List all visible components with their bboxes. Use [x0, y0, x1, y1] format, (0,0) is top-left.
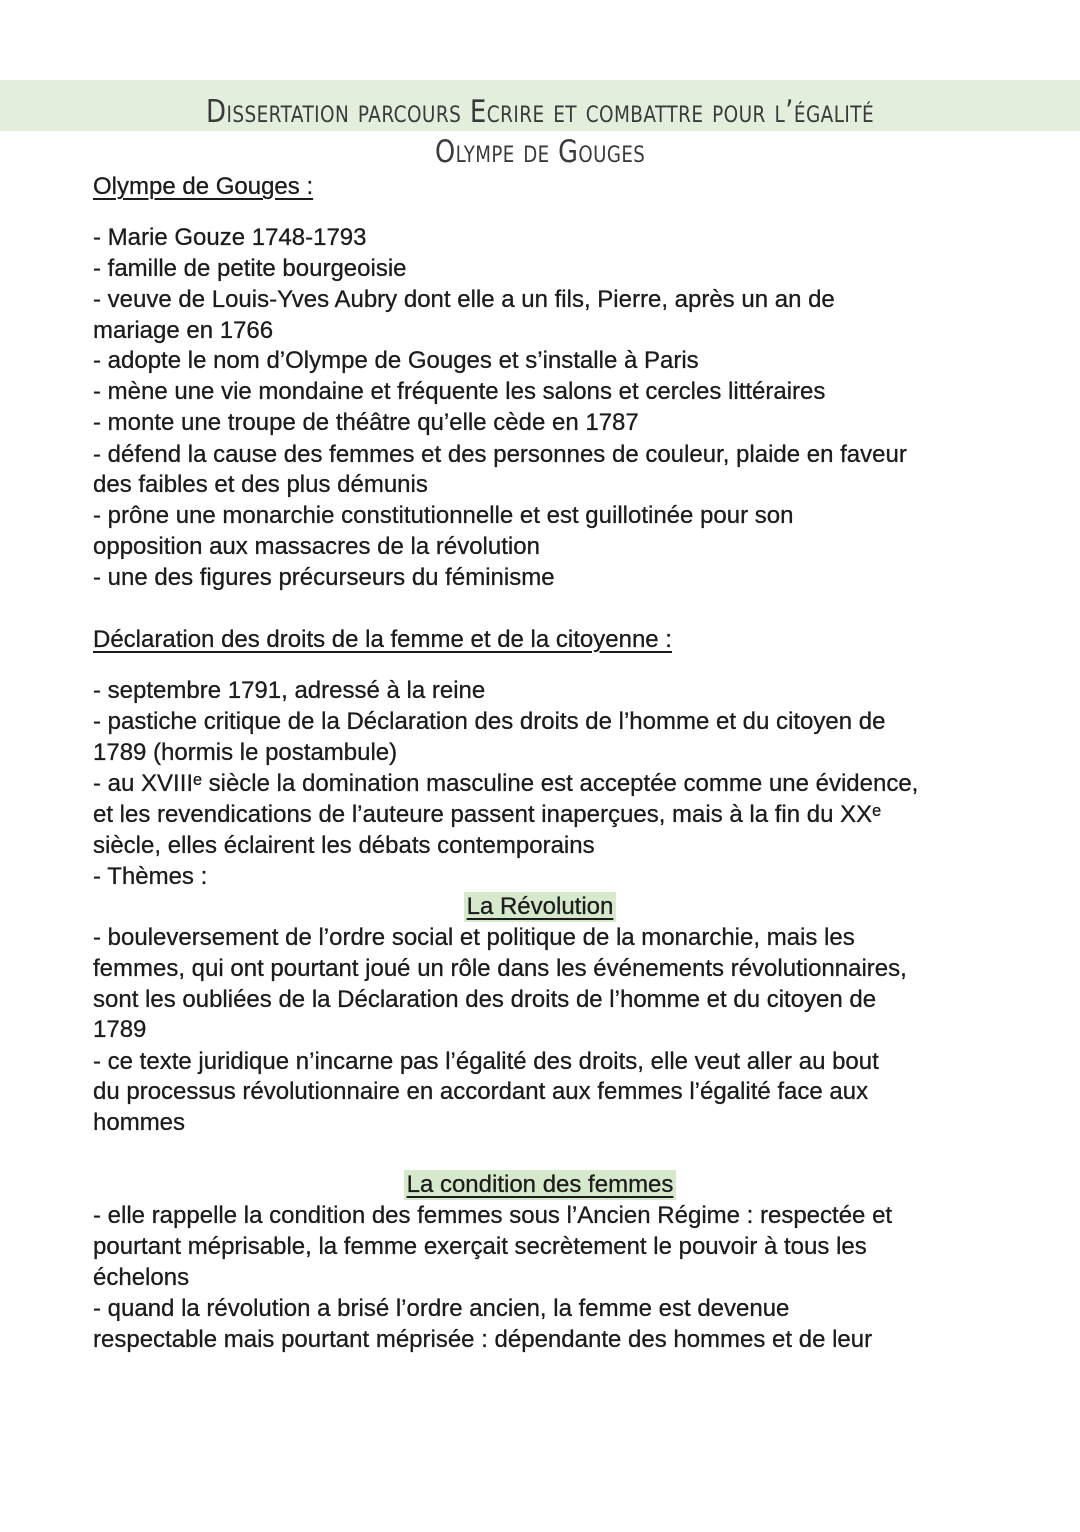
condition-line: respectable mais pourtant méprisée : dépendante des hommes et de leur [93, 1326, 873, 1353]
biography-line: des faibles et des plus démunis [93, 471, 428, 498]
revolution-line: - ce texte juridique n’incarne pas l’égalité des droits, elle veut aller au bout [93, 1048, 879, 1075]
biography-line: - Marie Gouze 1748-1793 [93, 224, 367, 251]
condition-line: - quand la révolution a brisé l’ordre ancien, la femme est devenue [93, 1295, 790, 1322]
declaration-line: - pastiche critique de la Déclaration des droits de l’homme et du citoyen de [93, 708, 886, 735]
biography-line: mariage en 1766 [93, 317, 274, 344]
biography-line: - famille de petite bourgeoisie [93, 255, 407, 282]
revolution-line: - bouleversement de l’ordre social et politique de la monarchie, mais les [93, 924, 855, 951]
biography-line: - prône une monarchie constitutionnelle et est guillotinée pour son [93, 502, 794, 529]
theme-heading-condition: La condition des femmes [404, 1170, 677, 1200]
biography-line: - une des figures précurseurs du féminisme [93, 564, 555, 591]
declaration-line: siècle, elles éclairent les débats contemporains [93, 832, 595, 859]
revolution-line: femmes, qui ont pourtant joué un rôle dans les événements révolutionnaires, [93, 955, 907, 982]
subtitle-row [0, 135, 1080, 169]
biography-line: - mène une vie mondaine et fréquente les salons et cercles littéraires [93, 378, 826, 405]
declaration-line: et les revendications de l’auteure passent inaperçues, mais à la fin du XXᵉ [93, 801, 882, 828]
condition-line: échelons [93, 1264, 190, 1291]
theme-heading-row [0, 1170, 1080, 1200]
document-title: Dissertation parcours Ecrire et combattre pour l’égalité [205, 94, 875, 130]
section-heading-biography: Olympe de Gouges : [93, 173, 314, 200]
declaration-line: - septembre 1791, adressé à la reine [93, 677, 486, 704]
biography-line: - monte une troupe de théâtre qu’elle cède en 1787 [93, 409, 639, 436]
biography-line: - adopte le nom d’Olympe de Gouges et s’installe à Paris [93, 347, 699, 374]
condition-line: - elle rappelle la condition des femmes sous l’Ancien Régime : respectée et [93, 1202, 893, 1229]
declaration-line: - au XVIIIᵉ siècle la domination masculine est acceptée comme une évidence, [93, 770, 919, 797]
biography-line: opposition aux massacres de la révolution [93, 533, 540, 560]
condition-line: pourtant méprisable, la femme exerçait secrètement le pouvoir à tous les [93, 1233, 867, 1260]
revolution-line: sont les oubliées de la Déclaration des droits de l’homme et du citoyen de [93, 986, 877, 1013]
document-subtitle: Olympe de Gouges [434, 134, 646, 170]
theme-heading-revolution: La Révolution [464, 892, 617, 922]
revolution-line: hommes [93, 1109, 186, 1136]
biography-line: - défend la cause des femmes et des personnes de couleur, plaide en faveur [93, 441, 907, 468]
revolution-line: 1789 [93, 1016, 147, 1043]
declaration-line: 1789 (hormis le postambule) [93, 739, 398, 766]
theme-heading-row [0, 892, 1080, 922]
biography-line: - veuve de Louis-Yves Aubry dont elle a un fils, Pierre, après un an de [93, 286, 835, 313]
revolution-line: du processus révolutionnaire en accordant aux femmes l’égalité face aux [93, 1078, 869, 1105]
section-heading-declaration: Déclaration des droits de la femme et de la citoyenne : [93, 626, 672, 653]
title-row [0, 95, 1080, 129]
declaration-line: - Thèmes : [93, 863, 208, 890]
